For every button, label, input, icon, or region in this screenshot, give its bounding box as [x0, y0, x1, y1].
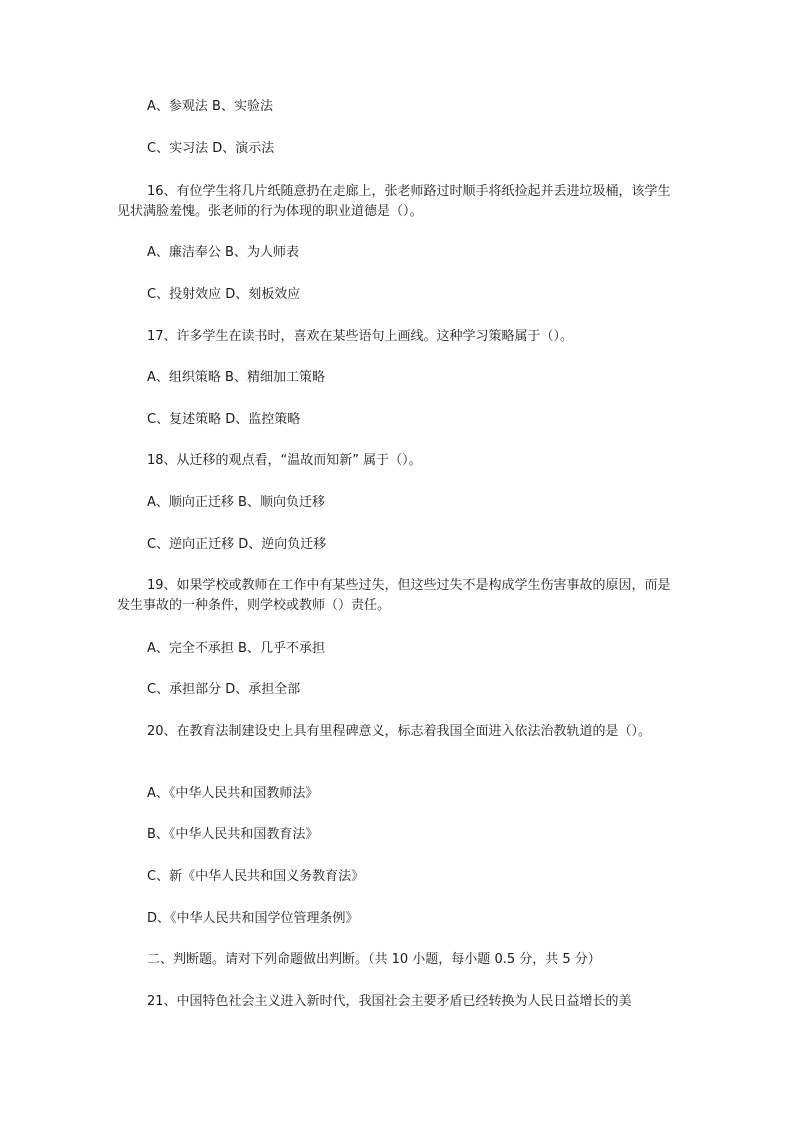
q17-options-cd: C、复述策略 D、监控策略: [147, 412, 301, 427]
q15-options-ab: A、参观法 B、实验法: [147, 99, 273, 114]
q18-question: 18、从迁移的观点看，“温故而知新” 属于（）。: [147, 453, 422, 468]
q19-options-cd: C、承担部分 D、承担全部: [147, 682, 301, 697]
q20-option-d: D、《中华人民共和国学位管理条例》: [147, 911, 359, 926]
q19-question: 19、如果学校或教师在工作中有某些过失，但这些过失不是构成学生伤害事故的原因，而是发生事故的一种条件，则学校或教师（）责任。: [117, 578, 671, 613]
q20-option-c: C、新《中华人民共和国义务教育法》: [147, 869, 365, 884]
q20-question: 20、在教育法制建设史上具有里程碑意义，标志着我国全面进入依法治教轨道的是（）。: [147, 724, 652, 739]
q21-question: 21、中国特色社会主义进入新时代，我国社会主要矛盾已经转换为人民日益增长的美: [147, 994, 632, 1009]
q20-option-a: A、《中华人民共和国教师法》: [147, 786, 319, 801]
q15-options-cd: C、实习法 D、演示法: [147, 141, 275, 156]
q16-options-ab: A、廉洁奉公 B、为人师表: [147, 245, 299, 260]
q16-question: 16、有位学生将几片纸随意扔在走廊上，张老师路过时顺手将纸捡起并丢进垃圾桶，该学生见状满脸羞愧。张老师的行为体现的职业道德是（）。: [117, 184, 671, 219]
q20-option-b: B、《中华人民共和国教育法》: [147, 827, 319, 842]
q18-options-cd: C、逆向正迁移 D、逆向负迁移: [147, 537, 327, 552]
q16-options-cd: C、投射效应 D、刻板效应: [147, 287, 301, 302]
q19-options-ab: A、完全不承担 B、几乎不承担: [147, 641, 325, 656]
q18-options-ab: A、顺向正迁移 B、顺向负迁移: [147, 495, 325, 510]
q17-options-ab: A、组织策略 B、精细加工策略: [147, 370, 325, 385]
section2-heading: 二、判断题。请对下列命题做出判断。（共 10 小题，每小题 0.5 分，共 5 分）: [147, 952, 601, 967]
q17-question: 17、许多学生在读书时，喜欢在某些语句上画线。这种学习策略属于（）。: [147, 329, 574, 344]
